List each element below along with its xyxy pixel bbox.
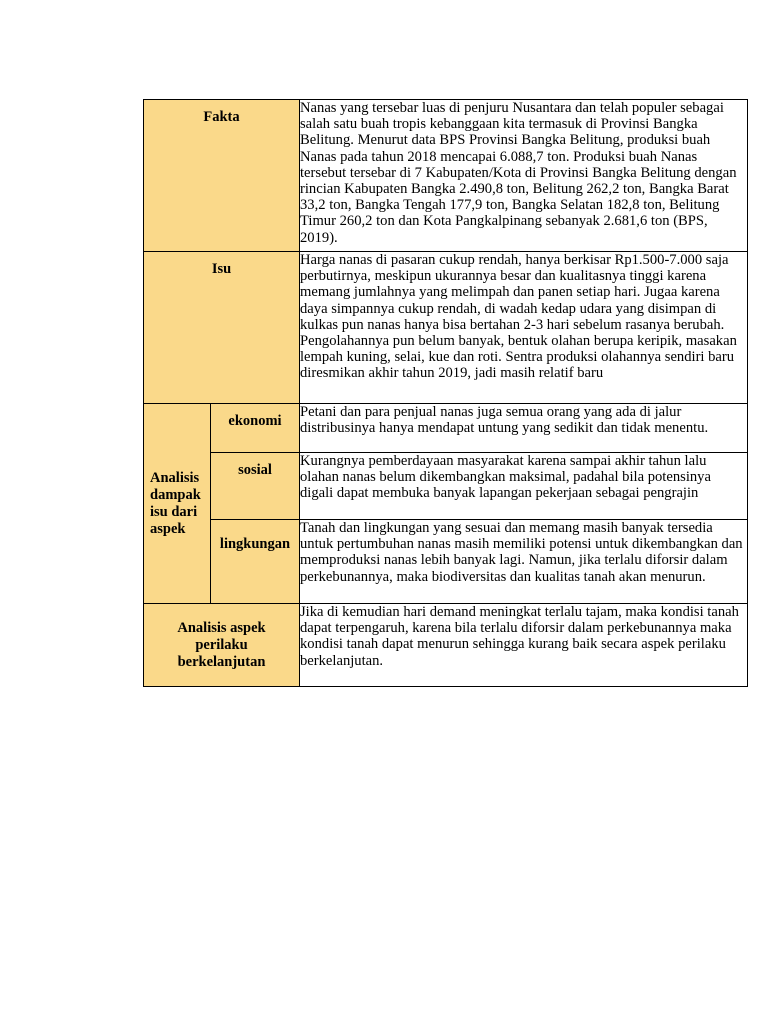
content-sosial: Kurangnya pemberdayaan masyarakat karena sampai akhir tahun lalu olahan nanas belum dikembangkan maksimal, padahal bila potensinya digali dapat membuka banyak lapangan pekerjaan sebagai pengrajin bbox=[300, 453, 748, 520]
label-fakta bbox=[144, 100, 300, 252]
row-fakta bbox=[144, 100, 748, 252]
content-ekonomi: Petani dan para penjual nanas juga semua orang yang ada di jalur distribusinya hanya mendapat untung yang sedikit dan tidak menentu. bbox=[300, 404, 748, 453]
row-perilaku bbox=[144, 604, 748, 687]
label-lingkungan: lingkungan bbox=[211, 520, 300, 604]
label-fakta-text: Fakta bbox=[203, 109, 240, 125]
content-lingkungan: Tanah dan lingkungan yang sesuai dan memang masih banyak tersedia untuk pertumbuhan nanas masih memiliki potensi untuk dikembangkan dan memproduksi nanas lebih banyak lagi. Namun, jika terlalu diforsir dalam perkebunannya, maka biodiversitas dan kualitas tanah akan menurun. bbox=[300, 520, 748, 604]
label-sosial: sosial bbox=[211, 453, 300, 520]
label-ekonomi: ekonomi bbox=[211, 404, 300, 453]
label-isu-text: Isu bbox=[211, 261, 232, 277]
label-analisis-dampak: Analisis dampak isu dari aspek bbox=[144, 404, 211, 604]
label-isu bbox=[144, 252, 300, 404]
content-isu: Harga nanas di pasaran cukup rendah, hanya berkisar Rp1.500-7.000 saja perbutirnya, meskipun ukurannya besar dan kualitasnya tinggi karena memang jumlahnya yang melimpah dan panen setiap hari. Jugaa karena daya simpannya cukup rendah, di wadah kedap udara yang disimpan di kulkas pun nanas hanya bisa bertahan 2-3 hari sebelum rasanya berubah. Pengolahannya pun belum banyak, bentuk olahan berupa keripik, masakan lempah kuning, selai, kue dan roti. Sentra produksi olahannya sendiri baru diresmikan akhir tahun 2019, jadi masih relatif baru bbox=[300, 252, 748, 404]
content-fakta: Nanas yang tersebar luas di penjuru Nusantara dan telah populer sebagai salah satu buah tropis kebanggaan kita termasuk di Provinsi Bangka Belitung. Menurut data BPS Provinsi Bangka Belitung, produksi buah Nanas pada tahun 2018 mencapai 6.088,7 ton. Produksi buah Nanas tersebut tersebar di 7 Kabupaten/Kota di Provinsi Bangka Belitung dengan rincian Kabupaten Bangka 2.490,8 ton, Belitung 262,2 ton, Bangka Barat 33,2 ton, Bangka Tengah 177,9 ton, Bangka Selatan 182,8 ton, Belitung Timur 260,2 ton dan Kota Pangkalpinang sebanyak 2.681,6 ton (BPS, 2019). bbox=[300, 100, 748, 252]
content-perilaku: Jika di kemudian hari demand meningkat terlalu tajam, maka kondisi tanah dapat terpengaruh, karena bila terlalu diforsir dalam perkebunannya maka kondisi tanah dapat menurun sehingga kurang baik secara aspek perilaku berkelanjutan. bbox=[300, 604, 748, 687]
row-ekonomi bbox=[144, 404, 748, 453]
label-perilaku: Analisis aspek perilaku berkelanjutan bbox=[144, 604, 300, 687]
analysis-table bbox=[143, 99, 748, 687]
row-lingkungan bbox=[144, 520, 748, 604]
row-sosial bbox=[144, 453, 748, 520]
row-isu bbox=[144, 252, 748, 404]
